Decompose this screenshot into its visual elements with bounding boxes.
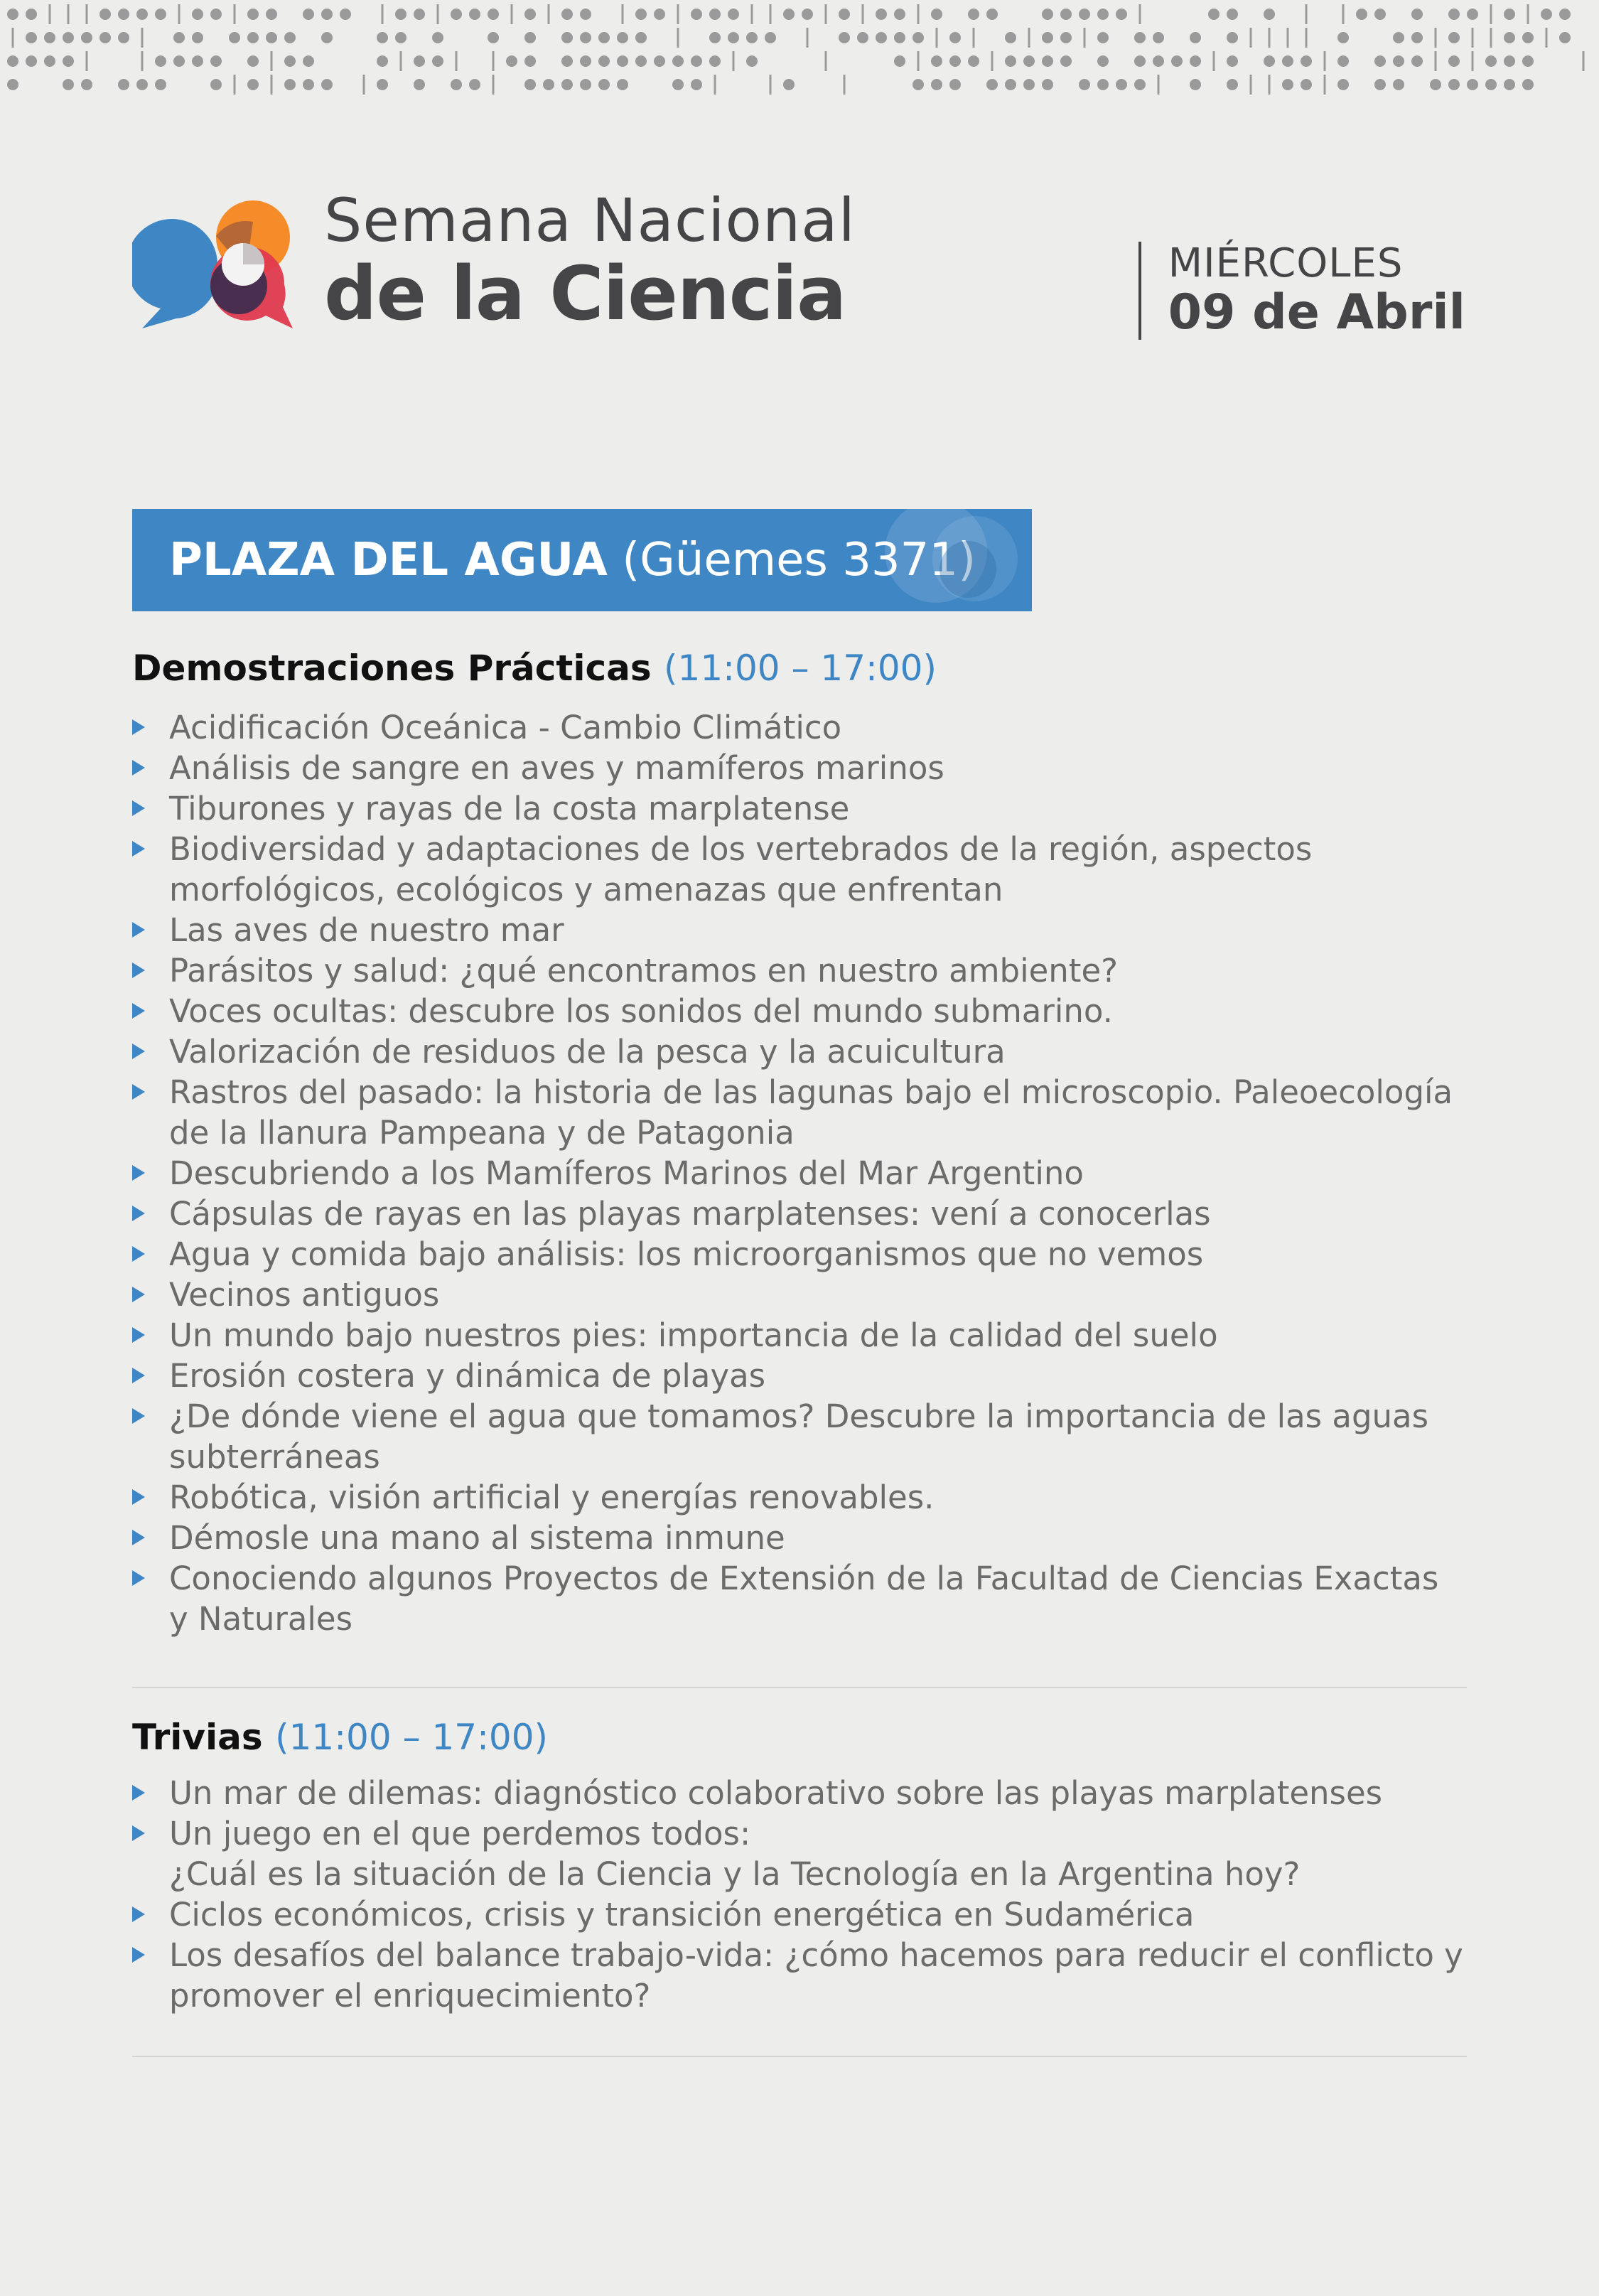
- list-item: [132, 1072, 1467, 1153]
- list-item-text: Cápsulas de rayas en las playas marplatenses: vení a conocerlas: [169, 1195, 1211, 1233]
- list-item-text: Los desafíos del balance trabajo-vida: ¿cómo hacemos para reducir el conflicto y promover el enriquecimiento?: [169, 1936, 1463, 2015]
- bullet-triangle-icon: [132, 719, 145, 735]
- bullet-triangle-icon: [132, 1084, 145, 1100]
- bullet-triangle-icon: [132, 1287, 145, 1302]
- list-item: [132, 1153, 1467, 1193]
- bullet-triangle-icon: [132, 1947, 145, 1963]
- list-item-text: Erosión costera y dinámica de playas: [169, 1357, 766, 1395]
- list-item-text: Voces ocultas: descubre los sonidos del mundo submarino.: [169, 992, 1113, 1030]
- list-item: [132, 1234, 1467, 1275]
- list-item-text: Valorización de residuos de la pesca y la acuicultura: [169, 1033, 1006, 1071]
- list-item: [132, 1193, 1467, 1234]
- bullet-triangle-icon: [132, 1825, 145, 1841]
- list-item-text: Agua y comida bajo análisis: los microorganismos que no vemos: [169, 1235, 1204, 1273]
- bullet-triangle-icon: [132, 1327, 145, 1343]
- bullet-triangle-icon: [132, 1044, 145, 1059]
- list-item: [132, 1894, 1467, 1935]
- section-divider: [132, 2056, 1467, 2057]
- list-item-text: Ciclos económicos, crisis y transición energética en Sudamérica: [169, 1896, 1195, 1933]
- list-item: [132, 1813, 1467, 1894]
- list-item-text: Un mundo bajo nuestros pies: importancia de la calidad del suelo: [169, 1316, 1218, 1354]
- demos-heading: [132, 647, 1467, 690]
- list-item-text: Robótica, visión artificial y energías renovables.: [169, 1479, 935, 1516]
- venue-heading: [169, 509, 976, 611]
- demos-list: [132, 707, 1467, 1639]
- bullet-triangle-icon: [132, 1003, 145, 1019]
- date: 09 de Abril: [1168, 284, 1465, 340]
- list-item-text: Un mar de dilemas: diagnóstico colaborativo sobre las playas marplatenses: [169, 1774, 1383, 1812]
- list-item: [132, 1935, 1467, 2016]
- list-item: [132, 1558, 1467, 1639]
- list-item-text: Démosle una mano al sistema inmune: [169, 1519, 785, 1557]
- bullet-triangle-icon: [132, 1165, 145, 1181]
- bullet-triangle-icon: [132, 1785, 145, 1801]
- list-item: [132, 748, 1467, 788]
- bullet-triangle-icon: [132, 1408, 145, 1424]
- list-item-text: Vecinos antiguos: [169, 1276, 440, 1314]
- list-item: [132, 1031, 1467, 1072]
- event-date: [1138, 242, 1465, 340]
- demos-time: (11:00 – 17:00): [664, 648, 937, 689]
- bullet-triangle-icon: [132, 1206, 145, 1221]
- bullet-triangle-icon: [132, 1489, 145, 1505]
- trivias-list: [132, 1773, 1467, 2016]
- trivias-title: Trivias: [132, 1717, 263, 1758]
- list-item: [132, 910, 1467, 950]
- list-item: [132, 788, 1467, 829]
- bullet-triangle-icon: [132, 1570, 145, 1586]
- venue-name: PLAZA DEL AGUA: [169, 534, 608, 586]
- trivias-heading: [132, 1716, 1467, 1759]
- bullet-triangle-icon: [132, 800, 145, 816]
- list-item-text: Rastros del pasado: la historia de las lagunas bajo el microscopio. Paleoecología de la llanura Pampeana y de Patagonia: [169, 1073, 1453, 1152]
- demos-section: [132, 647, 1467, 1639]
- list-item: [132, 991, 1467, 1031]
- decorative-dot-pattern: [0, 0, 1599, 107]
- list-item-text: Un juego en el que perdemos todos: ¿Cuál es la situación de la Ciencia y la Tecnología en la Argentina hoy?: [169, 1815, 1301, 1893]
- list-item-text: ¿De dónde viene el agua que tomamos? Descubre la importancia de las aguas subterráneas: [169, 1398, 1429, 1476]
- list-item-text: Las aves de nuestro mar: [169, 911, 564, 949]
- bullet-triangle-icon: [132, 1246, 145, 1262]
- list-item: [132, 1518, 1467, 1558]
- list-item: [132, 1315, 1467, 1356]
- list-item-text: Parásitos y salud: ¿qué encontramos en nuestro ambiente?: [169, 952, 1119, 989]
- list-item: [132, 829, 1467, 910]
- list-item-text: Tiburones y rayas de la costa marplatense: [169, 790, 850, 827]
- list-item: [132, 1275, 1467, 1315]
- list-item-text: Acidificación Oceánica - Cambio Climático: [169, 709, 842, 746]
- list-item: [132, 707, 1467, 748]
- bullet-triangle-icon: [132, 760, 145, 776]
- brand-line-2: de la Ciencia: [324, 250, 846, 337]
- list-item: [132, 950, 1467, 991]
- list-item: [132, 1773, 1467, 1813]
- list-item: [132, 1356, 1467, 1396]
- bullet-triangle-icon: [132, 1906, 145, 1922]
- bullet-triangle-icon: [132, 1368, 145, 1383]
- brand-line-1: Semana Nacional: [324, 186, 856, 255]
- list-item: [132, 1477, 1467, 1518]
- science-week-logo-icon: [132, 193, 303, 336]
- bullet-triangle-icon: [132, 962, 145, 978]
- bullet-triangle-icon: [132, 922, 145, 938]
- bullet-triangle-icon: [132, 1530, 145, 1545]
- weekday: MIÉRCOLES: [1168, 240, 1404, 286]
- decorative-bubbles-icon: [868, 509, 1032, 611]
- trivias-time: (11:00 – 17:00): [275, 1717, 549, 1758]
- list-item-text: Descubriendo a los Mamíferos Marinos del Mar Argentino: [169, 1154, 1084, 1192]
- bullet-triangle-icon: [132, 841, 145, 857]
- demos-title: Demostraciones Prácticas: [132, 648, 652, 689]
- list-item: [132, 1396, 1467, 1477]
- venue-address: (Güemes 3371): [622, 534, 976, 586]
- list-item-text: Biodiversidad y adaptaciones de los vertebrados de la región, aspectos morfológicos, ecológicos y amenazas que enfrentan: [169, 830, 1313, 908]
- list-item-text: Análisis de sangre en aves y mamíferos marinos: [169, 749, 944, 787]
- section-divider: [132, 1687, 1467, 1688]
- list-item-text: Conociendo algunos Proyectos de Extensión de la Facultad de Ciencias Exactas y Naturales: [169, 1560, 1439, 1638]
- venue-banner: [132, 509, 1032, 611]
- brand-title: [324, 186, 856, 337]
- trivias-section: [132, 1716, 1467, 2016]
